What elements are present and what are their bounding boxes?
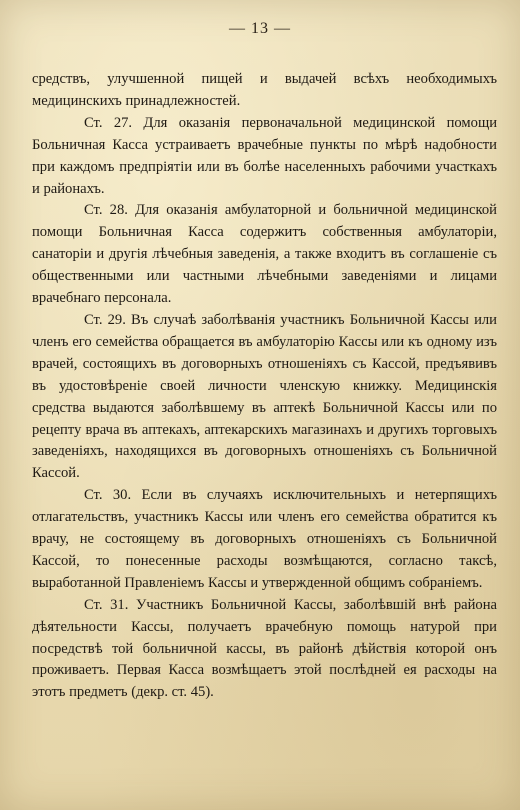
paragraph-article-30: Ст. 30. Если въ случаяхъ исключительныхъ и нетерпящихъ отлагательствъ, участникъ Кассы или членъ его семейства обратится къ врачу, не состоящему въ договорныхъ отношеніяхъ съ Больничной Кассой, то понесенные расходы возмѣщаются, согласно таксѣ, выработанной Правленіемъ Кассы и утвержденной общимъ собраніемъ. <box>32 487 497 591</box>
page-text <box>32 69 497 704</box>
paragraph-article-28: Ст. 28. Для оказанія амбулаторной и больничной медицинской помощи Больничная Касса содержитъ собственныя амбулаторіи, санаторіи и другія лѣчебныя заведенія, а также входитъ въ соглашеніе съ общественными или частными лѣчебными заведеніями и лицами врачебнаго персонала. <box>32 202 497 307</box>
paragraph-article-27: Ст. 27. Для оказанія первоначальной медицинской помощи Больничная Касса устраиваетъ врачебные пункты по мѣрѣ надобности при каждомъ предпріятіи или въ болѣе населенныхъ рабочими участкахъ и районахъ. <box>32 114 497 197</box>
page-number: — 13 — <box>229 20 291 37</box>
paragraph-article-31: Ст. 31. Участникъ Больничной Кассы, заболѣвшій внѣ района дѣятельности Кассы, получаетъ врачебную помощь натурой при посредствѣ той больничной кассы, въ районѣ дѣйствія которой онъ проживаетъ. Первая Касса возмѣщаетъ этой послѣдней ея расходы на этотъ предметъ (декр. ст. 45). <box>32 596 497 701</box>
paragraph-continuation: средствъ, улучшенной пищей и выдачей всѣхъ необходимыхъ медицинскихъ принадлежностей. <box>32 71 497 109</box>
paragraph-article-29: Ст. 29. Въ случаѣ заболѣванія участникъ Больничной Кассы или членъ его семейства обращается въ амбулаторію Кассы или къ одному изъ врачей, состоящихъ въ договорныхъ отношеніяхъ съ Кассой, предъявивъ въ удостовѣреніе своей личности членскую книжку. Медицинскія средства выдаются заболѣвшему въ аптекѣ Больничной Кассы или по рецепту врача въ аптекахъ, аптекарскихъ магазинахъ и другихъ торговыхъ заведеніяхъ, находящихся въ договорныхъ отношеніяхъ съ Больничной Кассой. <box>32 311 497 482</box>
